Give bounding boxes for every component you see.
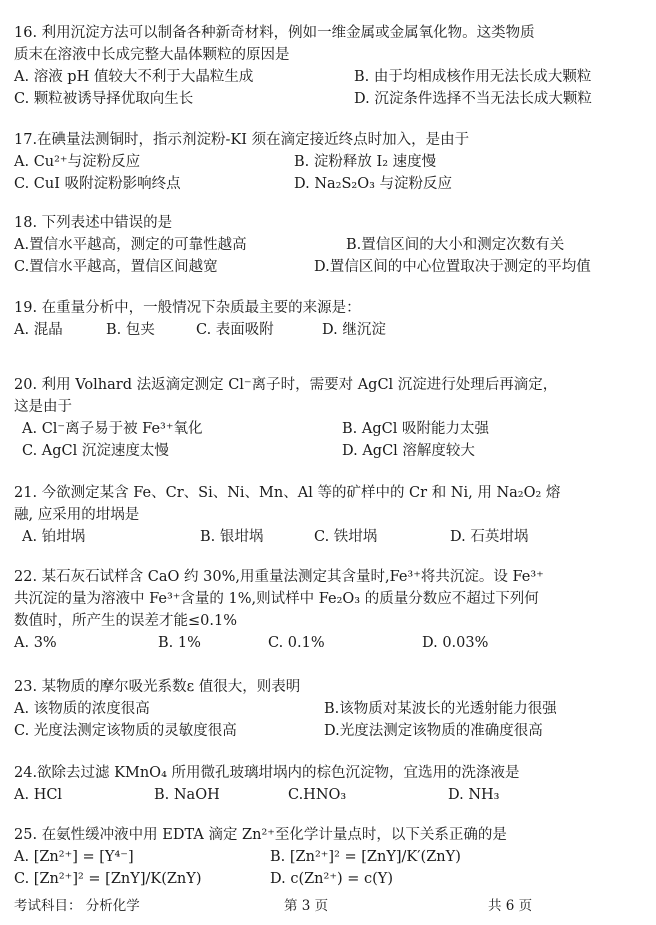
question-20-option-a: A. Cl⁻离子易于被 Fe³⁺氧化 <box>22 421 203 437</box>
question-18-option-c: C.置信水平越高，置信区间越宽 <box>14 259 218 275</box>
question-21-option-d: D. 石英坩埚 <box>450 529 529 545</box>
question-18-options-row-1 <box>14 234 644 256</box>
question-22-option-d: D. 0.03% <box>422 635 489 651</box>
question-24-option-b: B. NaOH <box>154 787 220 803</box>
question-18 <box>14 212 644 278</box>
question-22-stem-line-2: 共沉淀的量为溶液中 Fe³⁺含量的 1%,则试样中 Fe₂O₃ 的质量分数应不超过下列何 <box>14 591 539 607</box>
question-17-option-d: D. Na₂S₂O₃ 与淀粉反应 <box>294 176 453 192</box>
question-17-option-b: B. 淀粉释放 I₂ 速度慢 <box>294 154 437 170</box>
question-19-option-d: D. 继沉淀 <box>322 322 386 338</box>
question-21-stem-line-1: 21. 今欲测定某含 Fe、Cr、Si、Ni、Mn、Al 等的矿样中的 Cr 和 Ni, 用 Na₂O₂ 熔 <box>14 485 561 501</box>
question-16-stem-line-2: 质末在溶液中长成完整大晶体颗粒的原因是 <box>14 47 290 63</box>
question-22-option-c: C. 0.1% <box>268 635 325 651</box>
question-19-options-row-1 <box>14 319 644 341</box>
question-16 <box>14 22 644 110</box>
question-20-options-row-2 <box>14 440 644 462</box>
question-23-options-row-2 <box>14 720 644 742</box>
question-20-option-b: B. AgCl 吸附能力太强 <box>342 421 489 437</box>
question-17 <box>14 129 644 195</box>
question-20-option-c: C. AgCl 沉淀速度太慢 <box>22 443 169 459</box>
question-24-stem-line-1: 24.欲除去过滤 KMnO₄ 所用微孔玻璃坩埚内的棕色沉淀物，宜选用的洗涤液是 <box>14 765 520 781</box>
question-17-stem-line-1: 17.在碘量法测铜时，指示剂淀粉-KI 须在滴定接近终点时加入，是由于 <box>14 132 470 148</box>
question-19-option-c: C. 表面吸附 <box>196 322 274 338</box>
question-21-stem-line-2: 融, 应采用的坩埚是 <box>14 507 140 523</box>
question-19-stem-line-1: 19. 在重量分析中，一般情况下杂质最主要的来源是： <box>14 300 361 316</box>
question-16-options-row-2 <box>14 88 644 110</box>
question-25-options-row-1 <box>14 846 644 868</box>
question-23-options-row-1 <box>14 698 644 720</box>
question-23-option-d: D.光度法测定该物质的准确度很高 <box>324 723 543 739</box>
question-21 <box>14 482 644 548</box>
question-17-option-a: A. Cu²⁺与淀粉反应 <box>14 154 141 170</box>
question-22-option-a: A. 3% <box>14 635 57 651</box>
footer-subject: 考试科目： 分析化学 <box>14 898 140 914</box>
question-22 <box>14 566 644 654</box>
question-21-options-row-1 <box>14 526 644 548</box>
question-17-options-row-2 <box>14 173 644 195</box>
question-18-stem-line-1: 18. 下列表述中错误的是 <box>14 215 173 231</box>
question-16-stem-line-1: 16. 利用沉淀方法可以制备各种新奇材料，例如一维金属或金属氧化物。这类物质 <box>14 25 535 41</box>
question-18-options-row-2 <box>14 256 644 278</box>
question-18-option-a: A.置信水平越高，测定的可靠性越高 <box>14 237 247 253</box>
question-18-option-b: B.置信区间的大小和测定次数有关 <box>346 237 565 253</box>
page-footer <box>14 895 644 917</box>
question-25-option-c: C. [Zn²⁺]² = [ZnY]/K(ZnY) <box>14 871 202 887</box>
question-20-stem-line-2: 这是由于 <box>14 399 72 415</box>
question-16-option-c: C. 颗粒被诱导择优取向生长 <box>14 91 194 107</box>
question-25-options-row-2 <box>14 868 644 890</box>
question-20 <box>14 374 644 462</box>
question-22-stem-line-1: 22. 某石灰石试样含 CaO 约 30%,用重量法测定其含量时,Fe³⁺将共沉淀。设 Fe³⁺ <box>14 569 544 585</box>
question-19-option-a: A. 混晶 <box>14 322 63 338</box>
question-18-option-d: D.置信区间的中心位置取决于测定的平均值 <box>314 259 591 275</box>
question-20-stem-line-1: 20. 利用 Volhard 法返滴定测定 Cl⁻离子时，需要对 AgCl 沉淀进行处理后再滴定， <box>14 377 558 393</box>
question-24-options-row-1 <box>14 784 644 806</box>
footer-total-pages: 共 6 页 <box>488 898 533 914</box>
question-25-option-d: D. c(Zn²⁺) = c(Y) <box>270 871 394 887</box>
footer-page-number: 第 3 页 <box>284 898 329 914</box>
question-25-option-a: A. [Zn²⁺] = [Y⁴⁻] <box>14 849 134 865</box>
question-22-option-b: B. 1% <box>158 635 201 651</box>
question-19-option-b: B. 包夹 <box>106 322 155 338</box>
question-16-option-b: B. 由于均相成核作用无法长成大颗粒 <box>354 69 592 85</box>
question-24-option-a: A. HCl <box>14 787 63 803</box>
question-20-option-d: D. AgCl 溶解度较大 <box>342 443 475 459</box>
question-22-options-row-1 <box>14 632 644 654</box>
question-21-option-a: A. 铂坩埚 <box>22 529 86 545</box>
question-24 <box>14 762 644 806</box>
question-16-option-a: A. 溶液 pH 值较大不利于大晶粒生成 <box>14 69 254 85</box>
question-21-option-b: B. 银坩埚 <box>200 529 264 545</box>
question-22-stem-line-3: 数值时，所产生的误差才能≤0.1% <box>14 613 237 629</box>
question-23-option-c: C. 光度法测定该物质的灵敏度很高 <box>14 723 237 739</box>
question-25-option-b: B. [Zn²⁺]² = [ZnY]/K′(ZnY) <box>270 849 461 865</box>
question-23 <box>14 676 644 742</box>
question-24-option-c: C.HNO₃ <box>288 787 347 803</box>
question-19 <box>14 297 644 341</box>
question-24-option-d: D. NH₃ <box>448 787 500 803</box>
question-23-stem-line-1: 23. 某物质的摩尔吸光系数ε 值很大，则表明 <box>14 679 301 695</box>
question-17-options-row-1 <box>14 151 644 173</box>
question-17-option-c: C. CuI 吸附淀粉影响终点 <box>14 176 181 192</box>
question-21-option-c: C. 铁坩埚 <box>314 529 378 545</box>
question-16-options-row-1 <box>14 66 644 88</box>
question-25 <box>14 824 644 890</box>
question-23-option-b: B.该物质对某波长的光透射能力很强 <box>324 701 557 717</box>
question-16-option-d: D. 沉淀条件选择不当无法长成大颗粒 <box>354 91 592 107</box>
question-23-option-a: A. 该物质的浓度很高 <box>14 701 150 717</box>
question-20-options-row-1 <box>14 418 644 440</box>
question-25-stem-line-1: 25. 在氨性缓冲液中用 EDTA 滴定 Zn²⁺至化学计量点时，以下关系正确的是 <box>14 827 507 843</box>
